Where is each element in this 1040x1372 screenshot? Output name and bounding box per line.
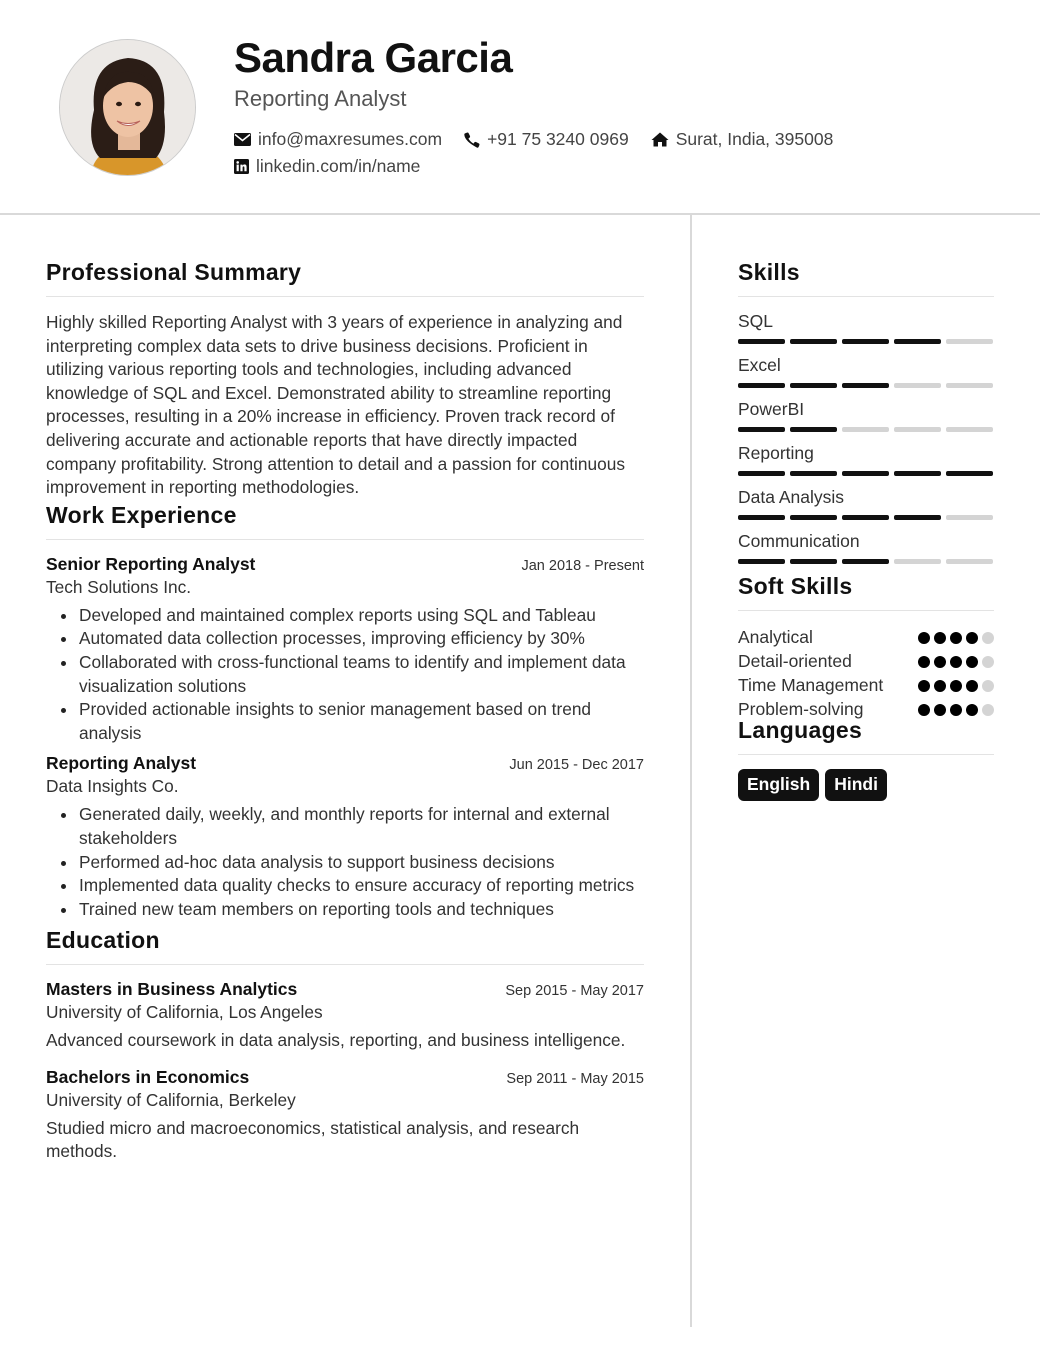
skill-level-segment: [894, 559, 941, 564]
job-role: Senior Reporting Analyst: [46, 553, 256, 574]
education-entry: [46, 979, 644, 1053]
skill-item: [738, 311, 994, 344]
education-degree: Masters in Business Analytics: [46, 979, 298, 1000]
skill-name: Data Analysis: [738, 487, 845, 507]
skill-level-segment: [842, 339, 889, 344]
skill-level-segment: [946, 427, 993, 432]
skill-item: [738, 443, 994, 476]
rating-dot: [966, 656, 978, 668]
job-bullet: Generated daily, weekly, and monthly reports for internal and external stakeholders: [46, 803, 644, 850]
skill-level-segment: [790, 515, 837, 520]
rating-dot: [934, 632, 946, 644]
education-header: [46, 979, 644, 1000]
skill-item: [738, 355, 994, 388]
soft-skill-list: [738, 625, 994, 721]
rating-dot: [918, 704, 930, 716]
rating-dot: [966, 704, 978, 716]
skill-name: SQL: [738, 311, 774, 331]
contact-location: [651, 129, 834, 150]
job-date: Jun 2015 - Dec 2017: [509, 757, 644, 774]
job-bullet: Collaborated with cross-functional teams to identify and implement data visualization solutions: [46, 651, 644, 698]
contact-email[interactable]: [234, 129, 442, 150]
soft-skill-item: [738, 625, 994, 649]
skill-level-segment: [790, 559, 837, 564]
rating-dot: [982, 656, 994, 668]
soft-skills-section: [738, 573, 994, 721]
language-list: [738, 769, 994, 801]
soft-skill-name: Detail-oriented: [738, 651, 852, 671]
job-company: Tech Solutions Inc.: [46, 576, 192, 597]
phone-icon: [464, 132, 480, 148]
education-description: Advanced coursework in data analysis, reporting, and business intelligence.: [46, 1030, 626, 1051]
education-description: Studied micro and macroeconomics, statistical analysis, and research methods.: [46, 1117, 580, 1162]
rating-dot: [966, 680, 978, 692]
language-badge: English: [738, 769, 819, 801]
skill-level-segment: [738, 515, 785, 520]
profile-photo: [59, 39, 196, 176]
soft-skill-rating: [918, 673, 994, 692]
job-header: [46, 554, 644, 575]
rating-dot: [982, 632, 994, 644]
phone-text: +91 75 3240 0969: [487, 129, 629, 149]
skill-level-segment: [842, 471, 889, 476]
rating-dot: [950, 680, 962, 692]
skill-level-segment: [894, 427, 941, 432]
rating-dot: [918, 656, 930, 668]
skill-name: PowerBI: [738, 399, 805, 419]
rating-dot: [918, 632, 930, 644]
skill-level-segment: [738, 383, 785, 388]
soft-skill-item: [738, 649, 994, 673]
job-entry: [46, 554, 644, 746]
rating-dot: [982, 704, 994, 716]
section-title: Languages: [738, 717, 994, 755]
soft-skill-rating: [918, 625, 994, 644]
column-divider: [690, 215, 692, 1327]
skill-level-segment: [790, 383, 837, 388]
education-date: Sep 2011 - May 2015: [506, 1070, 644, 1087]
skill-level-segment: [946, 383, 993, 388]
soft-skill-rating: [918, 649, 994, 668]
main-column: [46, 259, 644, 1178]
skill-level-segment: [946, 559, 993, 564]
candidate-name: Sandra Garcia: [234, 34, 513, 81]
section-title: Professional Summary: [46, 259, 644, 297]
skill-level-segment: [946, 515, 993, 520]
languages-section: [738, 717, 994, 801]
home-icon: [651, 132, 669, 147]
skill-level-segment: [790, 339, 837, 344]
resume-header: [0, 0, 1040, 215]
skill-level-segment: [738, 339, 785, 344]
experience-section: [46, 502, 644, 922]
skill-level-segment: [894, 515, 941, 520]
skill-level-segment: [790, 471, 837, 476]
skill-level-segment: [842, 559, 889, 564]
skills-section: [738, 259, 994, 564]
section-title: Education: [46, 927, 644, 965]
skill-level-bar: [738, 515, 994, 520]
skill-level-bar: [738, 427, 994, 432]
email-text: info@maxresumes.com: [258, 129, 443, 149]
contact-row: [234, 129, 855, 150]
education-school: University of California, Berkeley: [46, 1089, 296, 1110]
candidate-title: Reporting Analyst: [234, 86, 407, 111]
skill-level-segment: [842, 383, 889, 388]
skill-item: [738, 399, 994, 432]
linkedin-text: linkedin.com/in/name: [256, 156, 421, 176]
skill-level-segment: [894, 339, 941, 344]
skill-level-segment: [894, 471, 941, 476]
soft-skill-name: Analytical: [738, 627, 813, 647]
job-bullets: [46, 604, 644, 746]
skill-level-bar: [738, 559, 994, 564]
skill-level-segment: [946, 339, 993, 344]
soft-skill-name: Problem-solving: [738, 699, 864, 719]
skill-name: Excel: [738, 355, 781, 375]
skill-level-segment: [790, 427, 837, 432]
job-header: [46, 753, 644, 774]
education-header: [46, 1067, 644, 1088]
job-list: [46, 554, 644, 922]
summary-text: Highly skilled Reporting Analyst with 3 years of experience in analyzing and interpreting complex data sets to drive business decisions. Proficient in utilizing various reporting tools and technologies, including advanced knowledge of SQL and Excel. Demonstrated ability to streamline reporting processes, resulting in a 20% increase in efficiency. Proven track record of delivering accurate and actionable reports that have directly impacted company profitability. Strong attention to detail and a passion for continuous improvement in reporting methodologies.: [46, 312, 625, 498]
section-title: Skills: [738, 259, 994, 297]
skill-level-bar: [738, 339, 994, 344]
profile-photo-illustration: [60, 40, 196, 176]
skill-level-segment: [946, 471, 993, 476]
skill-level-segment: [738, 559, 785, 564]
education-degree: Bachelors in Economics: [46, 1066, 250, 1087]
skill-item: [738, 531, 994, 564]
section-title: Work Experience: [46, 502, 644, 540]
education-section: [46, 927, 644, 1164]
rating-dot: [918, 680, 930, 692]
education-list: [46, 979, 644, 1164]
skill-name: Communication: [738, 531, 860, 551]
job-bullet: Provided actionable insights to senior management based on trend analysis: [46, 698, 644, 745]
language-badge: Hindi: [825, 769, 887, 801]
rating-dot: [966, 632, 978, 644]
job-bullet: Developed and maintained complex reports using SQL and Tableau: [46, 604, 644, 628]
education-entry: [46, 1067, 644, 1164]
education-school: University of California, Los Angeles: [46, 1002, 323, 1023]
contact-linkedin[interactable]: [234, 156, 420, 177]
job-bullet: Implemented data quality checks to ensure accuracy of reporting metrics: [46, 874, 644, 898]
job-bullets: [46, 803, 644, 921]
skill-level-segment: [842, 515, 889, 520]
rating-dot: [934, 680, 946, 692]
job-date: Jan 2018 - Present: [521, 557, 644, 574]
rating-dot: [950, 656, 962, 668]
job-company: Data Insights Co.: [46, 776, 179, 797]
skill-item: [738, 487, 994, 520]
skill-level-segment: [842, 427, 889, 432]
rating-dot: [934, 704, 946, 716]
job-bullet: Trained new team members on reporting tools and techniques: [46, 898, 644, 922]
linkedin-icon: [234, 159, 249, 174]
education-date: Sep 2015 - May 2017: [505, 983, 644, 1000]
job-role: Reporting Analyst: [46, 753, 197, 774]
skill-level-bar: [738, 383, 994, 388]
job-bullet: Performed ad-hoc data analysis to support business decisions: [46, 851, 644, 875]
sidebar-column: [738, 259, 994, 801]
job-bullet: Automated data collection processes, improving efficiency by 30%: [46, 627, 644, 651]
skill-level-segment: [894, 383, 941, 388]
envelope-icon: [234, 133, 251, 146]
job-entry: [46, 753, 644, 921]
location-text: Surat, India, 395008: [675, 129, 834, 149]
soft-skill-item: [738, 673, 994, 697]
skill-level-bar: [738, 471, 994, 476]
skill-name: Reporting: [738, 443, 814, 463]
skill-level-segment: [738, 471, 785, 476]
summary-section: [46, 259, 644, 500]
section-title: Soft Skills: [738, 573, 994, 611]
skill-level-segment: [738, 427, 785, 432]
rating-dot: [950, 632, 962, 644]
contact-row-2: [234, 156, 442, 177]
rating-dot: [934, 656, 946, 668]
rating-dot: [950, 704, 962, 716]
soft-skill-rating: [918, 697, 994, 716]
skill-list: [738, 311, 994, 564]
soft-skill-name: Time Management: [738, 675, 884, 695]
contact-phone[interactable]: [464, 129, 629, 150]
rating-dot: [982, 680, 994, 692]
